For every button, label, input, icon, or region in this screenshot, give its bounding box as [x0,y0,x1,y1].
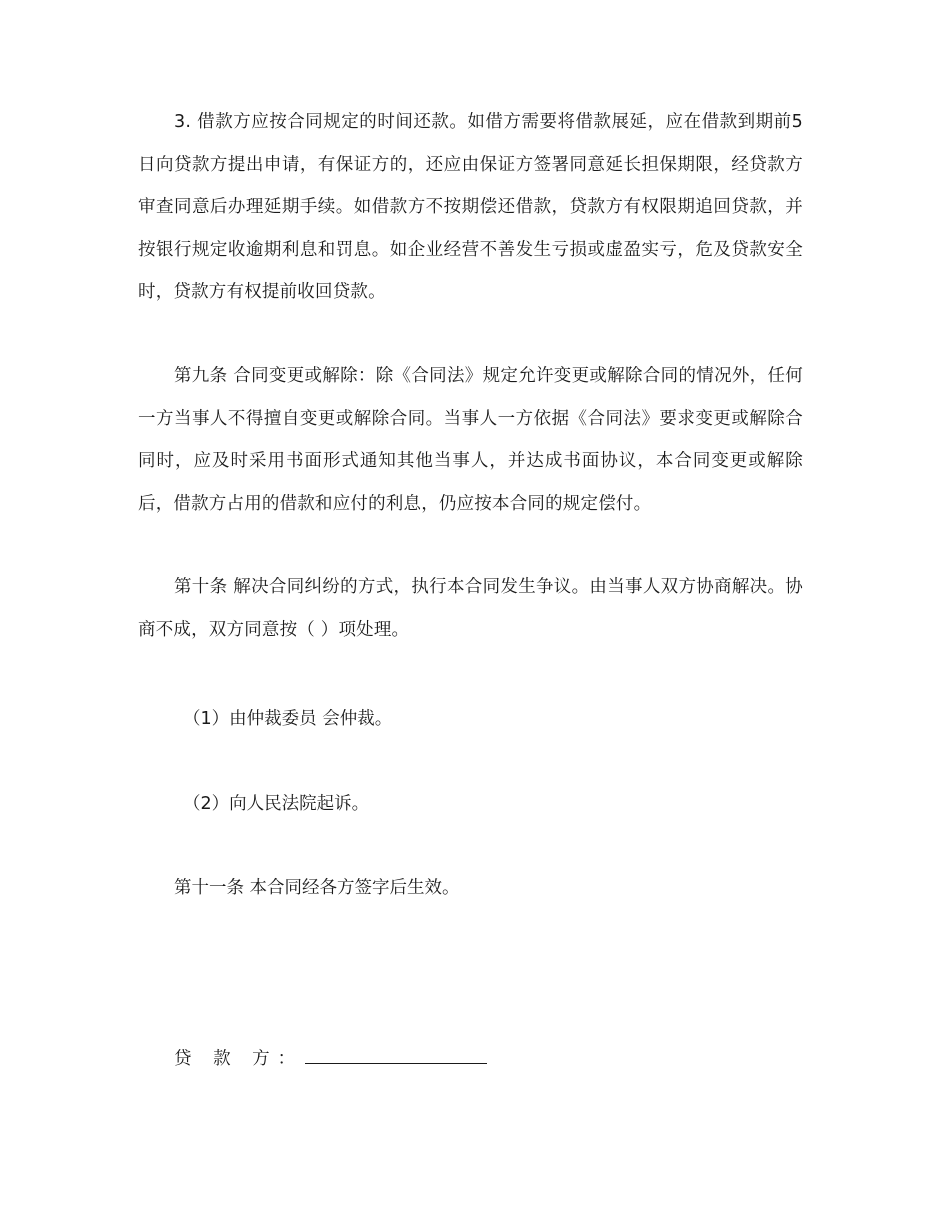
paragraph-article-11-effective: 第十一条 本合同经各方签字后生效。 [174,878,460,898]
option-arbitration: （1）由仲裁委员 会仲裁。 [183,709,393,729]
lender-signature-line [305,1062,487,1064]
lender-signature-label: 贷 款 方： [174,1049,304,1069]
option-court-litigation: （2）向人民法院起诉。 [183,794,370,814]
lender-signature-block [174,1047,487,1071]
paragraph-repayment-terms: 3. 借款方应按合同规定的时间还款。如借方需要将借款展延，应在借款到期前5日向贷款方提出申请，有保证方的，还应由保证方签署同意延长担保期限，经贷款方审查同意后办理延期手续。如借款方不按期偿还借款，贷款方有权限期追回贷款，并按银行规定收逾期利息和罚息。如企业经营不善发生亏损或虚盈实亏，危及贷款安全时，贷款方有权提前收回贷款。 [138,112,803,303]
paragraph-article-9-contract-change: 第九条 合同变更或解除：除《合同法》规定允许变更或解除合同的情况外，任何一方当事人不得擅自变更或解除合同。当事人一方依据《合同法》要求变更或解除合同时，应及时采用书面形式通知其他当事人，并达成书面协议，本合同变更或解除后，借款方占用的借款和应付的利息，仍应按本合同的规定偿付。 [138,366,803,514]
paragraph-article-10-dispute-resolution: 第十条 解决合同纠纷的方式，执行本合同发生争议。由当事人双方协商解决。协商不成，双方同意按（ ）项处理。 [138,577,803,640]
